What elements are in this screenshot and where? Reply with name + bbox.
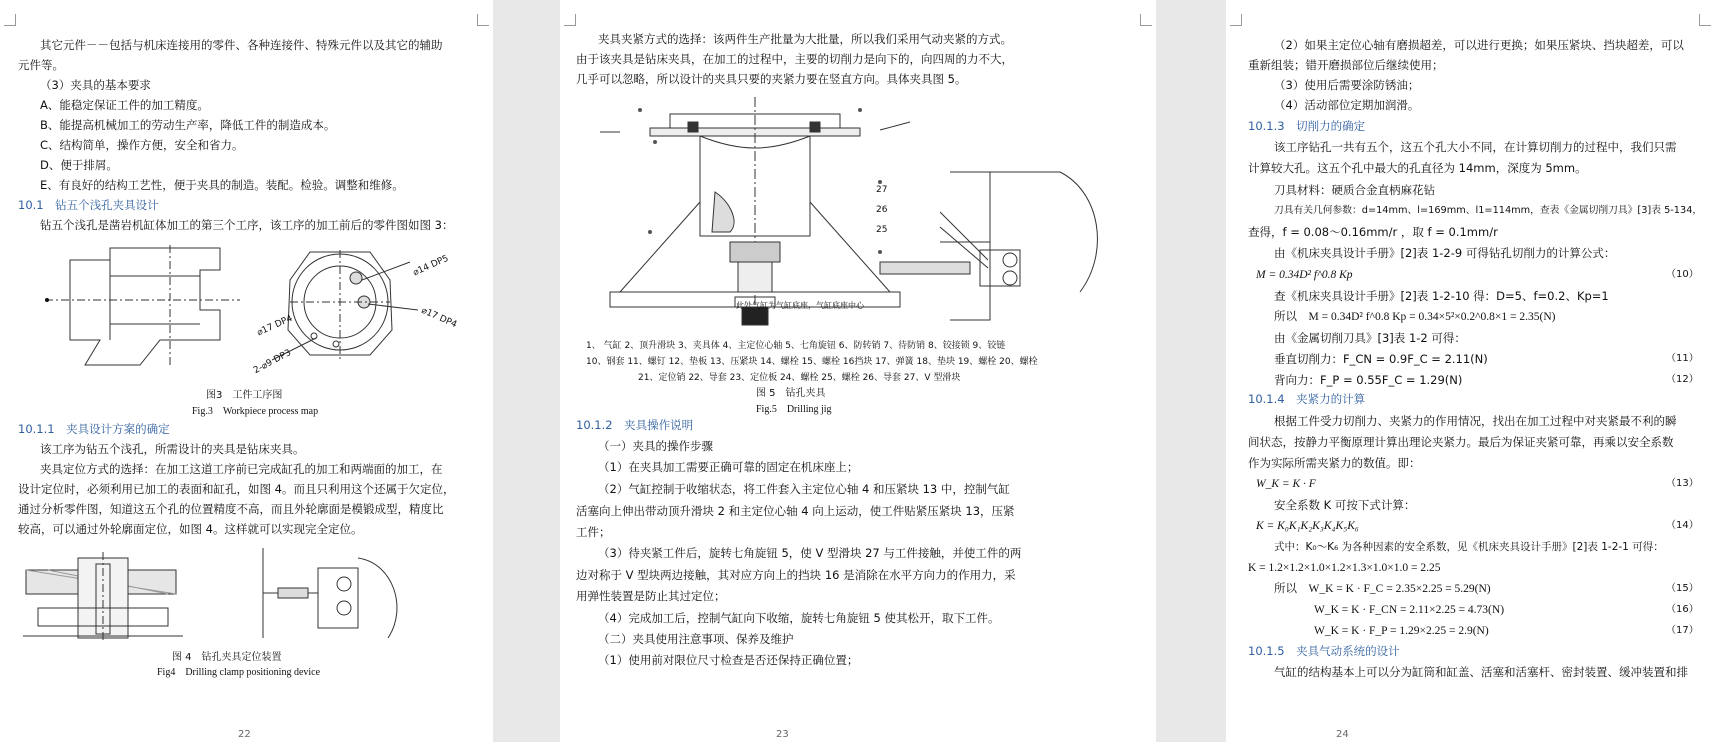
body-line: 根据工件受力切削力、夹紧力的作用情况，找出在加工过程中对夹紧最不利的瞬 — [1274, 414, 1677, 428]
body-line: 垂直切削力：F_CN = 0.9F_C = 2.11(N) — [1274, 352, 1488, 366]
document-page-23 — [560, 0, 1156, 742]
body-line: 夹具夹紧方式的选择：该两件生产批量为大批量，所以我们采用气动夹紧的方式。 — [598, 32, 1012, 46]
body-line: D、便于排屑。 — [40, 158, 118, 172]
body-line: 气缸的结构基本上可以分为缸筒和缸盖、活塞和活塞杆、密封装置、缓冲装置和排 — [1274, 665, 1688, 679]
body-line: （2）如果主定位心轴有磨损超差，可以进行更换；如果压紧块、挡块超差，可以 — [1274, 38, 1684, 52]
page-number: 24 — [1336, 729, 1349, 740]
crop-mark — [564, 14, 576, 26]
body-line: （3）夹具的基本要求 — [40, 78, 151, 92]
equation-number: （14） — [1666, 520, 1699, 531]
formula: 所以 W_K = K · F_C = 2.35×2.25 = 5.29(N) — [1274, 583, 1491, 595]
body-line: 重新组装；错开磨损部位后继续使用； — [1248, 58, 1444, 72]
formula: K = K₀K₁K₂K₃K₄K₅K₆ — [1256, 520, 1359, 532]
body-line: 该工序钻孔一共有五个，这五个孔大小不同，在计算切削力的过程中，我们只需 — [1274, 140, 1677, 154]
crop-mark — [1140, 14, 1152, 26]
equation-number: （17） — [1666, 625, 1699, 636]
fig3-label: ⌀17 DP4 — [255, 313, 295, 339]
body-line: 元件等。 — [18, 58, 64, 72]
body-line: 边对称于 V 型块两边接触，其对应方向上的挡块 16 是消除在水平方向力的作用力，采 — [576, 568, 1016, 582]
figure-5-caption-en: Fig.5 Drilling jig — [756, 404, 832, 415]
body-line: （3）待夹紧工件后，旋转七角旋钮 5，使 V 型滑块 27 与工件接触，并使工件的两 — [598, 546, 1022, 560]
body-line: （1）在夹具加工需要正确可靠的固定在机床座上； — [598, 460, 859, 474]
body-line: 较高，可以通过外轮廓面定位，如图 4。这样就可以实现完全定位。 — [18, 522, 363, 536]
figure-5-legend: 21、定位销 22、导套 23、定位板 24、螺栓 25、螺栓 26、导套 27、V 型滑块 — [638, 373, 961, 383]
body-line: B、能提高机械加工的劳动生产率，降低工件的制造成本。 — [40, 118, 336, 132]
figure-5-callout: 25 — [876, 225, 888, 235]
body-line: 查得，f = 0.08～0.16mm/r ，取 f = 0.1mm/r — [1248, 225, 1498, 239]
figure-3-drawing — [40, 240, 460, 380]
figure-5-callout: 27 — [876, 185, 888, 195]
crop-mark — [1699, 14, 1711, 26]
body-line: 几乎可以忽略，所以设计的夹具只要的夹紧力要在竖直方向。具体夹具图 5。 — [576, 72, 967, 86]
body-line: 查《机床夹具设计手册》[2]表 1-2-10 得：D=5、f=0.2、Kp=1 — [1274, 289, 1609, 303]
formula: 所以 M = 0.34D² f^0.8 Kp = 0.34×5²×0.2^0.8×1 = 2.35(N) — [1274, 311, 1556, 323]
body-line: 由《金属切削刀具》[3]表 1-2 可得： — [1274, 331, 1466, 345]
equation-number: （10） — [1666, 269, 1699, 280]
crop-mark — [1230, 14, 1242, 26]
figure-4-caption-cn: 图 4 钻孔夹具定位装置 — [172, 652, 282, 663]
equation-number: （15） — [1666, 583, 1699, 594]
figure-5-legend: 1、 气缸 2、顶升滑块 3、夹具体 4、主定位心轴 5、七角旋钮 6、防转销 7、待防销 8、铰接锁 9、铰链 — [586, 341, 1006, 351]
formula: W_K = K · F_P = 1.29×2.25 = 2.9(N) — [1314, 625, 1489, 637]
document-page-22 — [0, 0, 493, 742]
body-line: 计算较大孔。这五个孔中最大的孔直径为 14mm，深度为 5mm。 — [1248, 161, 1587, 175]
body-line: 该工序为钻五个浅孔，所需设计的夹具是钻床夹具。 — [40, 442, 305, 456]
page-number: 23 — [776, 729, 789, 740]
section-heading: 10.1 钻五个浅孔夹具设计 — [18, 198, 159, 212]
section-heading: 10.1.2 夹具操作说明 — [576, 418, 694, 432]
body-line: 刀具有关几何参数：d=14mm、l=169mm、l1=114mm，查表《金属切削刀具》[3]表 5-134， — [1274, 205, 1703, 216]
document-page-24 — [1226, 0, 1715, 742]
figure-5-callout: 26 — [876, 205, 888, 215]
figure-5-legend: 10、钢套 11、螺钉 12、垫板 13、压紧块 14、螺栓 15、螺栓 16挡块 17、弹簧 18、垫块 19、螺栓 20、螺栓 — [586, 357, 1038, 367]
formula: W_K = K · F_CN = 2.11×2.25 = 4.73(N) — [1314, 604, 1505, 616]
body-line: 作为实际所需夹紧力的数值。即： — [1248, 456, 1421, 470]
body-line: （3）使用后需要涂防锈油； — [1274, 78, 1420, 92]
body-line: 钻五个浅孔是凿岩机缸体加工的第三个工序，该工序的加工前后的零件图如图 3： — [40, 218, 454, 232]
body-line: （二）夹具使用注意事项、保养及维护 — [598, 632, 794, 646]
body-line: 夹具定位方式的选择：在加工这道工序前已完成缸孔的加工和两端面的加工，在 — [40, 462, 443, 476]
body-line: （一）夹具的操作步骤 — [598, 439, 713, 453]
fig3-label: 2-⌀9 DP3 — [252, 347, 294, 377]
formula: K = 1.2×1.2×1.0×1.2×1.3×1.0×1.0 = 2.25 — [1248, 562, 1441, 574]
equation-number: （13） — [1666, 478, 1699, 489]
fig3-label: ⌀14 DP5 — [411, 253, 451, 279]
figure-5-drawing — [580, 92, 1140, 332]
body-line: 背向力：F_P = 0.55F_C = 1.29(N) — [1274, 373, 1463, 387]
figure-3-caption-cn: 图3 工件工序图 — [206, 390, 283, 401]
body-line: 式中：K₀～K₆ 为各种因素的安全系数，见《机床夹具设计手册》[2]表 1-2-1 可得： — [1274, 541, 1664, 553]
body-line: C、结构简单，操作方便，安全和省力。 — [40, 138, 244, 152]
fig3-label: ⌀17 DP4 — [419, 305, 459, 331]
figure-5-inner-note: 此处气缸为气缸底座，气缸底座中心 — [736, 301, 864, 310]
section-heading: 10.1.4 夹紧力的计算 — [1248, 392, 1366, 406]
crop-mark — [4, 14, 16, 26]
page-number: 22 — [238, 729, 251, 740]
body-line: （4）活动部位定期加润滑。 — [1274, 98, 1420, 112]
body-line: 由于该夹具是钻床夹具，在加工的过程中，主要的切削力是向下的，向四周的力不大， — [576, 52, 1013, 66]
body-line: （1）使用前对限位尺寸检查是否还保持正确位置； — [598, 653, 859, 667]
body-line: 其它元件－－包括与机床连接用的零件、各种连接件、特殊元件以及其它的辅助 — [40, 38, 443, 52]
body-line: A、能稳定保证工件的加工精度。 — [40, 98, 209, 112]
body-line: 由《机床夹具设计手册》[2]表 1-2-9 可得钻孔切削力的计算公式： — [1274, 246, 1616, 260]
equation-number: （16） — [1666, 604, 1699, 615]
formula: W_K = K · F — [1256, 478, 1316, 490]
figure-4-drawing — [18, 548, 418, 643]
body-line: 工件； — [576, 525, 611, 539]
section-heading: 10.1.1 夹具设计方案的确定 — [18, 422, 170, 436]
figure-4-caption-en: Fig4 Drilling clamp positioning device — [157, 667, 321, 678]
body-line: 通过分析零件图，知道这五个孔的位置精度不高，而且外轮廓面是模锻成型，精度比 — [18, 502, 444, 516]
crop-mark — [477, 14, 489, 26]
section-heading: 10.1.3 切削力的确定 — [1248, 119, 1366, 133]
formula: M = 0.34D² f^0.8 Kp — [1256, 269, 1353, 281]
body-line: （4）完成加工后，控制气缸向下收缩，旋转七角旋钮 5 使其松开，取下工件。 — [598, 611, 1000, 625]
equation-number: （12） — [1666, 374, 1699, 385]
body-line: E、有良好的结构工艺性，便于夹具的制造。装配。检验。调整和维修。 — [40, 178, 404, 192]
body-line: （2）气缸控制于收缩状态，将工件套入主定位心轴 4 和压紧块 13 中，控制气缸 — [598, 482, 1010, 496]
figure-5-caption-cn: 图 5 钻孔夹具 — [756, 388, 826, 399]
figure-3-caption-en: Fig.3 Workpiece process map — [192, 406, 319, 417]
body-line: 刀具材料：硬质合金直柄麻花钻 — [1274, 183, 1435, 197]
equation-number: （11） — [1666, 353, 1699, 364]
body-line: 用弹性装置是防止其过定位； — [576, 589, 726, 603]
body-line: 活塞向上伸出带动顶升滑块 2 和主定位心轴 4 向上运动，使工件贴紧压紧块 13，压紧 — [576, 504, 1015, 518]
body-line: 间状态，按静力平衡原理计算出理论夹紧力。最后为保证夹紧可靠，再乘以安全系数 — [1248, 435, 1674, 449]
body-line: 安全系数 K 可按下式计算： — [1274, 498, 1416, 512]
section-heading: 10.1.5 夹具气动系统的设计 — [1248, 644, 1400, 658]
body-line: 设计定位时，必须利用已加工的表面和缸孔，如图 4。而且只利用这个还属于欠定位， — [18, 482, 455, 496]
